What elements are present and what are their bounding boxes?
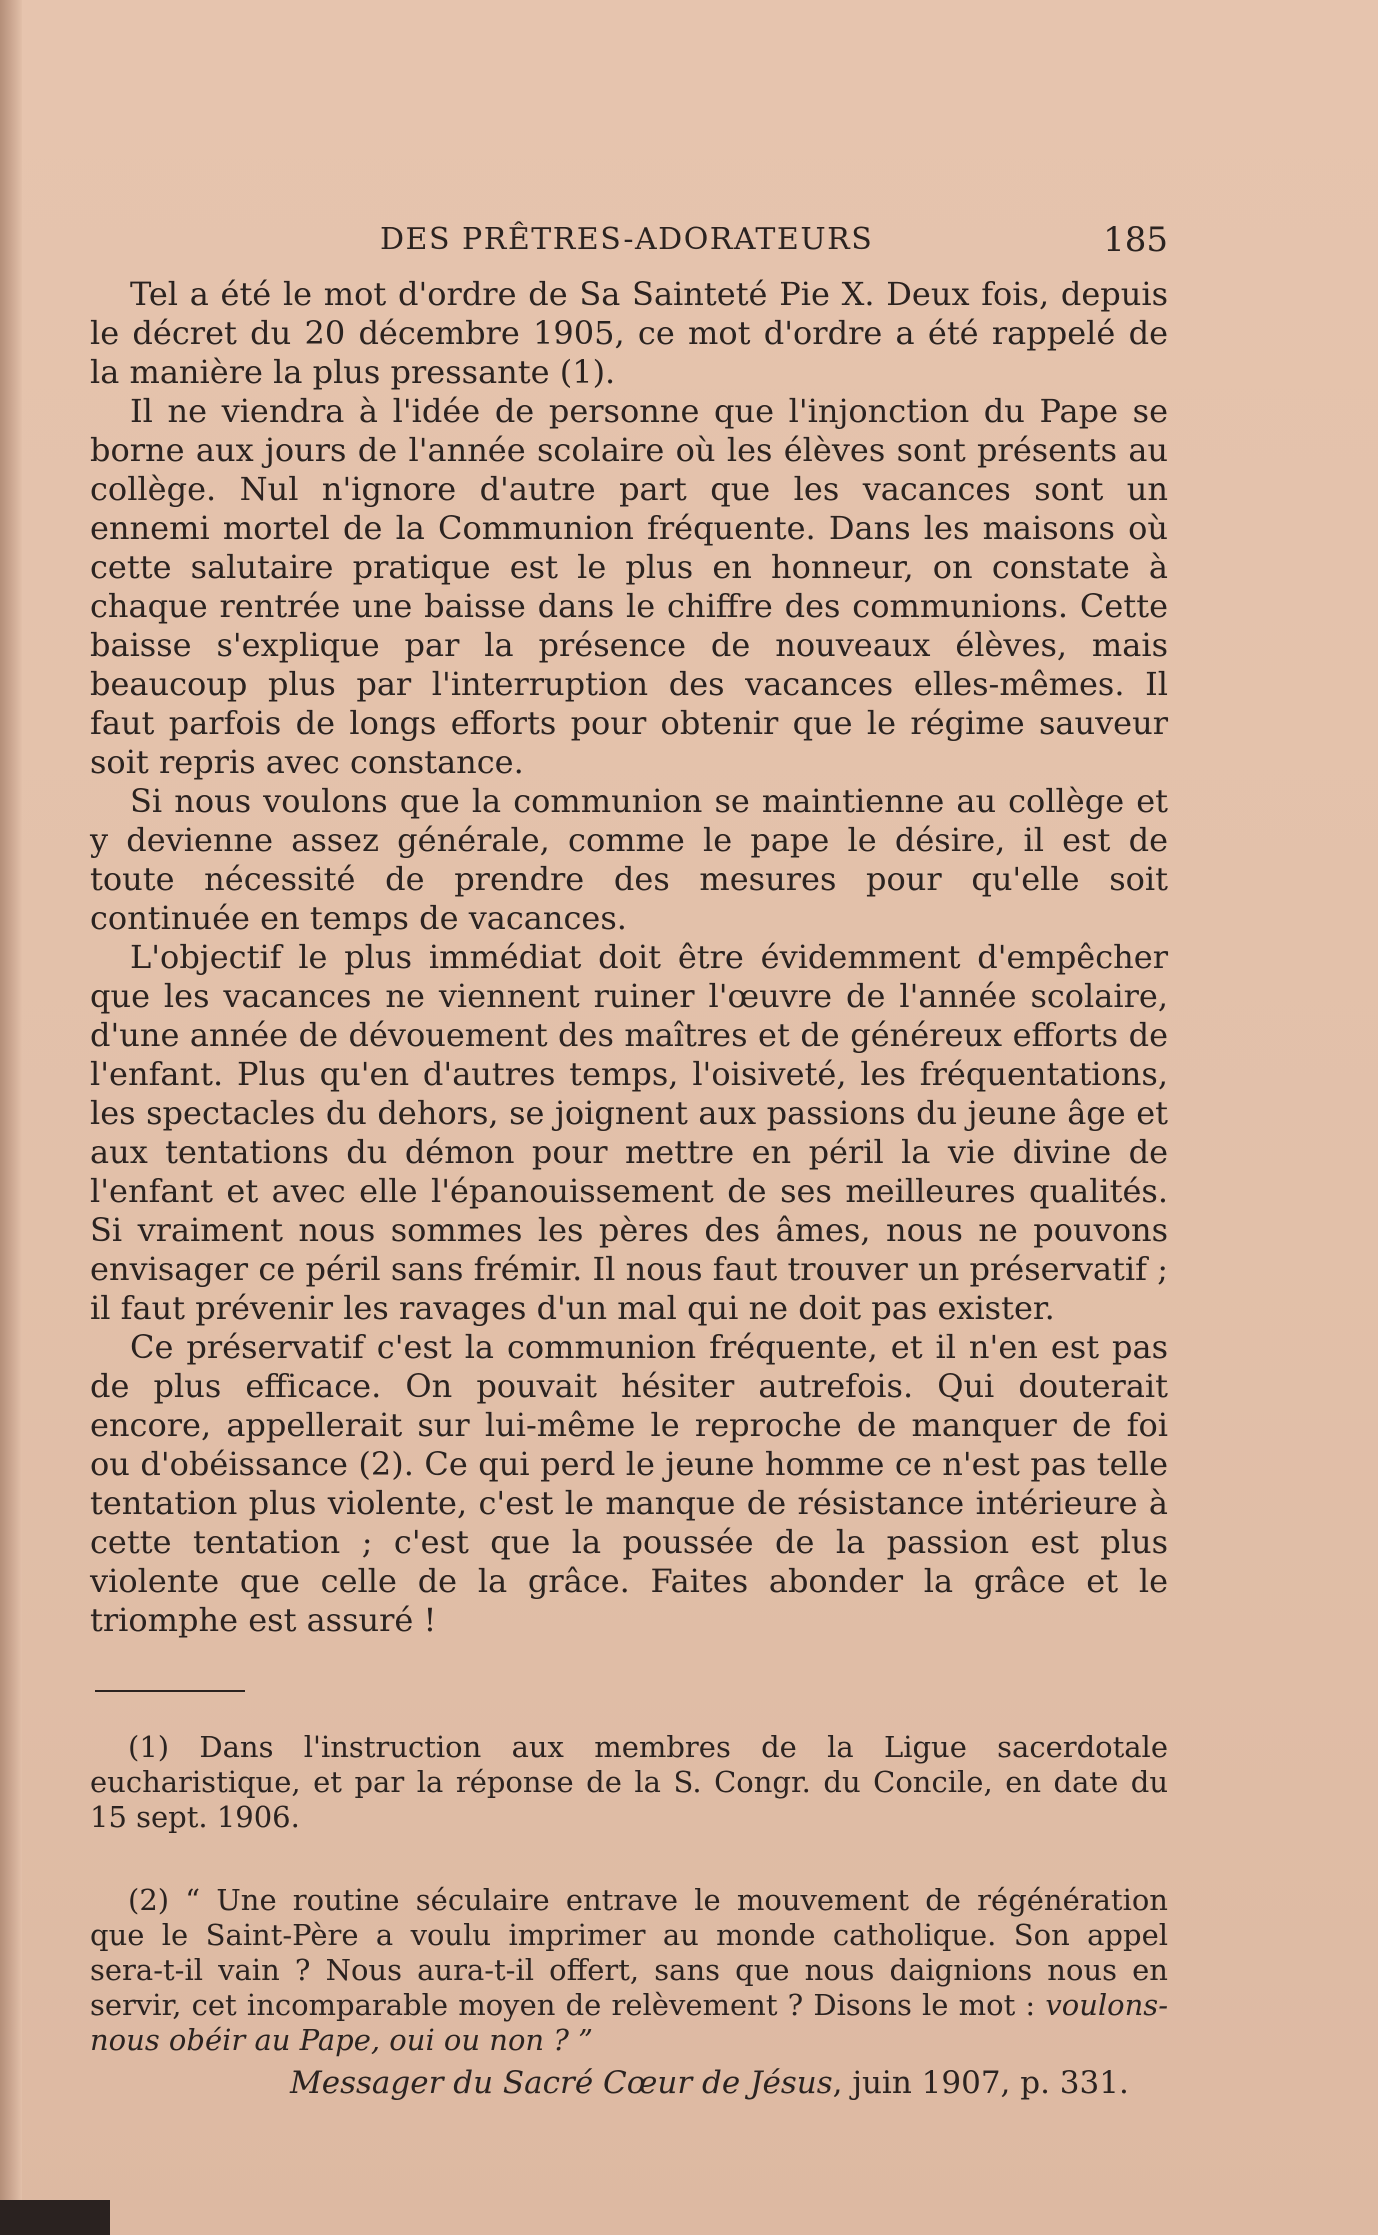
paragraph: Si nous voulons que la communion se maintienne au collège et y devienne assez générale, comme le pape le désire, il est de toute nécessité de prendre des mesures pour qu'elle soit continuée en temps de vacances. xyxy=(90,782,1168,937)
paragraph: Ce préservatif c'est la communion fréquente, et il n'en est pas de plus efficace. On pouvait hésiter autrefois. Qui douterait encore, appellerait sur lui-même le reproche de manquer de foi ou d'obéissance (2). Ce qui perd le jeune homme ce n'est pas telle tentation plus violente, c'est le manque de résistance intérieure à cette tentation ; c'est que la poussée de la passion est plus violente que celle de la grâce. Faites abonder la grâce et le triomphe est assuré ! xyxy=(90,1328,1168,1639)
scan-edge-shadow xyxy=(0,2200,110,2235)
footnote-2-text: (2) “ Une routine séculaire entrave le mouvement de régénération que le Saint-Père a voulu imprimer au monde catholique. Son appel sera-t-il vain ? Nous aura-t-il offert, sans que nous daignions nous en servir, cet incomparable moyen de relèvement ? Disons le mot : xyxy=(90,1883,1168,2022)
page-header xyxy=(90,222,1168,262)
paragraph: Tel a été le mot d'ordre de Sa Sainteté Pie X. Deux fois, depuis le décret du 20 décembre 1905, ce mot d'ordre a été rappelé de la manière la plus pressante (1). xyxy=(90,275,1168,391)
footnote-1: (1) Dans l'instruction aux membres de la Ligue sacerdotale eucharistique, et par la réponse de la S. Congr. du Concile, en date du 15 sept. 1906. xyxy=(90,1730,1168,1834)
footnote-citation xyxy=(290,2065,1129,2101)
footnote-separator xyxy=(95,1690,245,1692)
running-title: DES PRÊTRES-ADORATEURS xyxy=(380,222,874,257)
paragraph: L'objectif le plus immédiat doit être évidemment d'empêcher que les vacances ne viennent ruiner l'œuvre de l'année scolaire, d'une année de dévouement des maîtres et de généreux efforts de l'enfant. Plus qu'en d'autres temps, l'oisiveté, les fréquentations, les spectacles du dehors, se joignent aux passions du jeune âge et aux tentations du démon pour mettre en péril la vie divine de l'enfant et avec elle l'épanouissement de ses meilleures qualités. Si vraiment nous sommes les pères des âmes, nous ne pouvons envisager ce péril sans frémir. Il nous faut trouver un préservatif ; il faut prévenir les ravages d'un mal qui ne doit pas exister. xyxy=(90,938,1168,1327)
footnotes xyxy=(90,1730,1168,2106)
footnote-2 xyxy=(90,1883,1168,2058)
page-number: 185 xyxy=(1103,220,1168,260)
footnote-2-quote: voulons-nous obéir au Pape, oui ou non ? ” xyxy=(90,1988,1168,2057)
citation-source: Messager du Sacré Cœur de Jésus xyxy=(290,2065,833,2101)
page-spine-shadow xyxy=(0,0,22,2235)
paragraph: Il ne viendra à l'idée de personne que l'injonction du Pape se borne aux jours de l'année scolaire où les élèves sont présents au collège. Nul n'ignore d'autre part que les vacances sont un ennemi mortel de la Communion fréquente. Dans les maisons où cette salutaire pratique est le plus en honneur, on constate à chaque rentrée une baisse dans le chiffre des communions. Cette baisse s'explique par la présence de nouveaux élèves, mais beaucoup plus par l'interruption des vacances elles-mêmes. Il faut parfois de longs efforts pour obtenir que le régime sauveur soit repris avec constance. xyxy=(90,392,1168,781)
citation-date: , juin 1907, p. 331. xyxy=(832,2065,1129,2101)
body-text xyxy=(90,275,1168,1640)
